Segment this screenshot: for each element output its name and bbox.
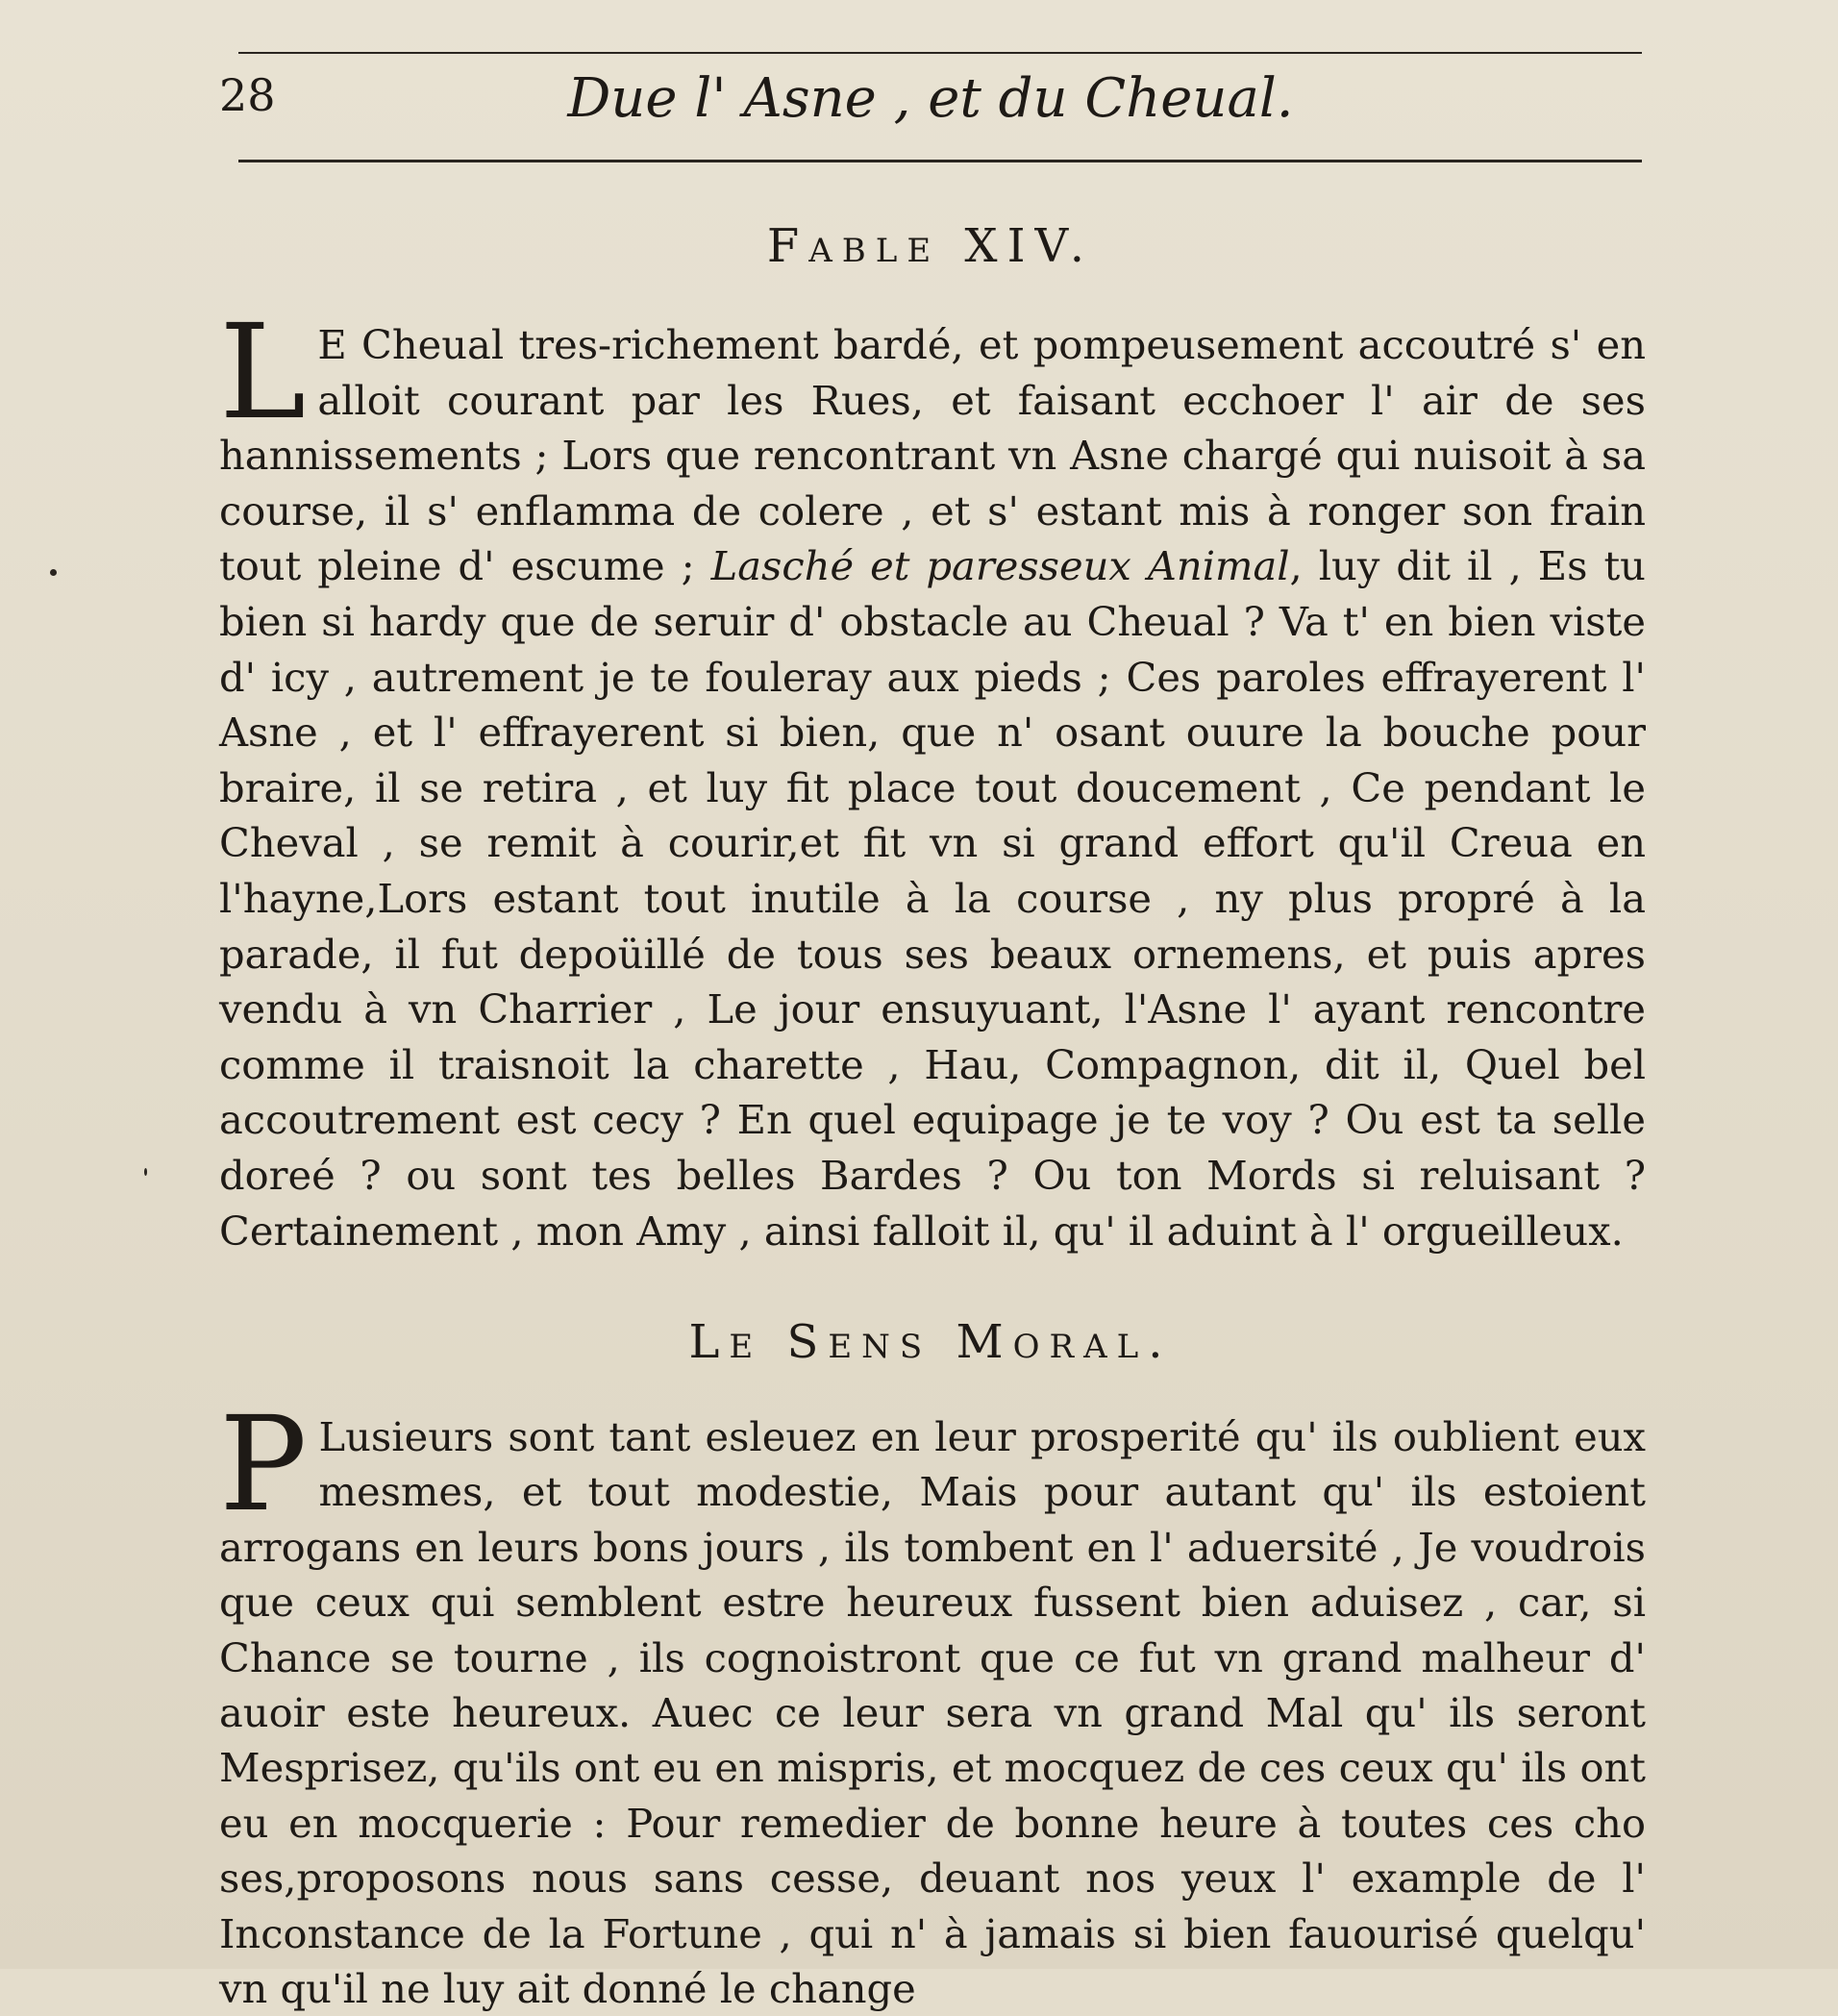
fable-text bbox=[219, 297, 1646, 1258]
fable-paragraph bbox=[219, 297, 1646, 1258]
fable-heading: Fable XIV. bbox=[766, 219, 1095, 273]
ink-speck bbox=[144, 1168, 147, 1176]
header-top-rule bbox=[238, 52, 1642, 54]
ink-speck bbox=[50, 569, 57, 576]
moral-heading: Le Sens Moral. bbox=[688, 1315, 1173, 1369]
page-number: 28 bbox=[219, 69, 276, 121]
fable-text-part-2: , luy dit il , Es tu bien si hardy que de seruir d' obstacle au Cheual ? Va t' en bien viste d' icy , autrement je te fouleray aux pieds ; Ces paroles effrayerent l' Asne , et l' effrayerent si bien, que n' osant ouure la bouche pour braire, il se retira , et luy fit place tout doucement , Ce pendant le Cheval , se remit à courir,et fit vn si grand effort qu'il Creua en l'hayne,Lors estant tout inutile à la course , ny plus propré à la parade, il fut depoüillé de tous ses beaux ornemens, et puis apres vendu à vn Charrier , Le jour ensuyuant, l'Asne l' ayant rencontre comme il traisnoit la charette , Hau, Compagnon, dit il, Quel bel accoutrement est cecy ? En quel equipage je te voy ? Ou est ta selle doreé ? ou sont tes belles Bardes ? Ou ton Mords si reluisant ? Certainement , mon Amy , ainsi falloit il, qu' il aduint à l' orgueilleux. bbox=[219, 542, 1646, 1255]
fable-text-part-1: E Cheual tres-richement bardé, et pompeusement accoutré s' en alloit courant par les Rues, et faisant ecchoer l' air de ses hannissements ; Lors que rencontrant vn Asne chargé qui nuisoit à sa course, il s' enflamma de colere , et s' estant mis à ronger son frain tout pleine d' escume ; bbox=[219, 321, 1646, 590]
moral-paragraph bbox=[219, 1389, 1646, 2016]
moral-text-body: Lusieurs sont tant esleuez en leur prosperité qu' ils oublient eux mesmes, et tout modestie, Mais pour autant qu' ils estoient arrogans en leurs bons jours , ils tombent en l' aduersité , Je voudrois que ceux qui semblent estre heureux fussent bien aduisez , car, si Chance se tourne , ils cognoistront que ce fut vn grand malheur d' auoir este heureux. Auec ce leur sera vn grand Mal qu' ils seront Mesprisez, qu'ils ont eu en mispris, et mocquez de ces ceux qu' ils ont eu en mocquerie : Pour remedier de bonne heure à toutes ces cho ses,proposons nous sans cesse, deuant nos yeux l' example de l' Inconstance de la Fortune , qui n' à jamais si bien fauourisé quelqu' vn qu'il ne luy ait donné le change bbox=[219, 1413, 1646, 2013]
fable-dropcap: L bbox=[219, 297, 307, 449]
moral-dropcap: P bbox=[219, 1389, 308, 1541]
moral-text bbox=[219, 1389, 1646, 2016]
header-bottom-rule bbox=[238, 160, 1642, 162]
page-header bbox=[219, 60, 1642, 156]
fable-emphasis: Lasché et paresseux Animal bbox=[710, 542, 1290, 590]
running-title: Due l' Asne , et du Cheual. bbox=[567, 67, 1294, 130]
